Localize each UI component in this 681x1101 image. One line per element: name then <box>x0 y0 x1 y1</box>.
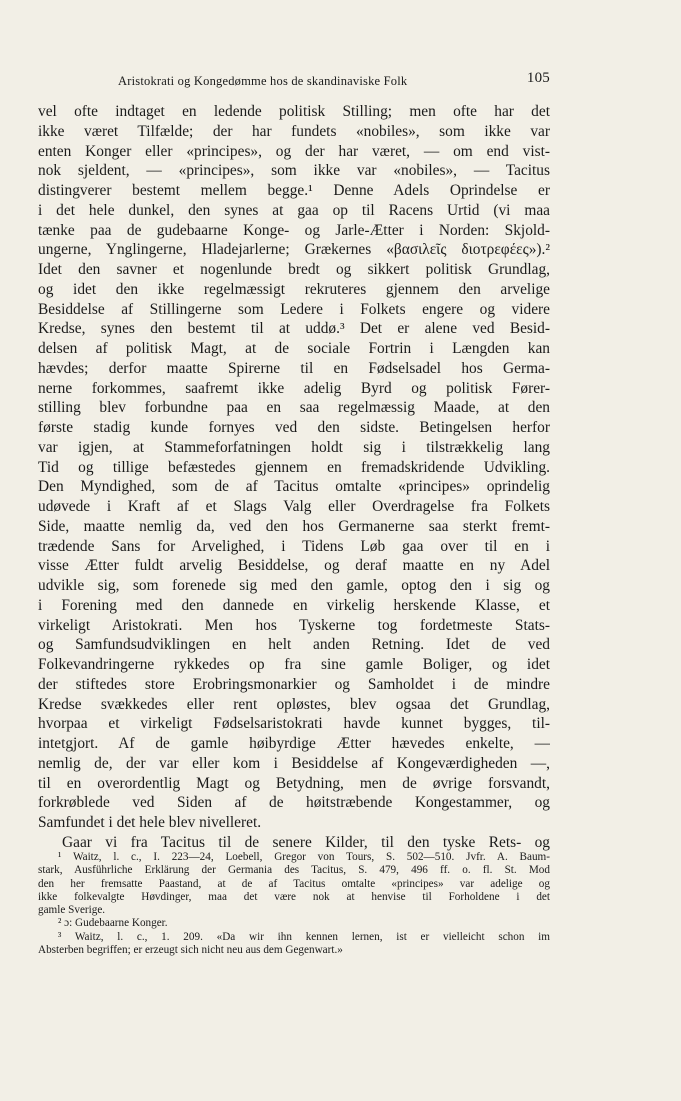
body-line: visse Ætter fuldt arvelig Besiddelse, og deraf maatte en ny Adel <box>38 557 550 575</box>
body-line: Gaar vi fra Tacitus til de senere Kilder, til den tyske Rets- og <box>62 833 550 851</box>
body-line: Samfundet i det hele blev nivelleret. <box>38 814 262 831</box>
body-line: var igjen, at Stammeforfatningen holdt sig i tilstrækkelig lang <box>38 438 550 456</box>
body-line: og idet den ikke regelmæssigt rekruteres gjennem den arvelige <box>38 280 550 298</box>
body-line: Tid og tillige befæstedes gjennem en fremadskridende Udvikling. <box>38 458 550 476</box>
body-line: vel ofte indtaget en ledende politisk Stilling; men ofte har det <box>38 103 550 120</box>
running-header <box>118 70 550 90</box>
page-number: 105 <box>526 70 550 86</box>
footnote-line: stark, Ausführliche Erklärung der Germania des Tacitus, S. 479, 496 ff. o. fl. St. Mod <box>38 864 550 877</box>
body-line: stilling blev forbundne paa en saa regelmæssig Maade, at den <box>38 399 550 417</box>
body-line: virkeligt Aristokrati. Men hos Tyskerne tog fordetmeste Stats- <box>38 616 550 634</box>
body-line: i det hele dunkel, den synes at gaa op til Racens Urtid (vi maa <box>38 201 550 219</box>
body-line: hævdes; derfor maatte Spirerne til en Fødselsadel hos Germa- <box>38 359 550 377</box>
footnote-line: ikke folkevalgte Høvdinger, maa det være nok at henvise til Forholdene i det <box>38 890 550 903</box>
body-line: i Forening med den dannede en virkelig herskende Klasse, et <box>38 596 550 614</box>
body-line: intetgjort. Af de gamle høibyrdige Ætter hævedes enkelte, — <box>38 735 550 752</box>
footnote-line: ³ Waitz, l. c., 1. 209. «Da wir ihn kennen lernen, ist er vielleicht schon im <box>58 930 550 943</box>
body-line: nerne forkommes, saafremt ikke adelig Byrd og politisk Fører- <box>38 379 550 397</box>
footnotes <box>38 851 550 957</box>
body-line: ungerne, Ynglingerne, Hladejarlerne; Grækernes «βασιλεῖς διοτρεφέες»).² <box>38 241 550 259</box>
body-line: Den Myndighed, som de af Tacitus omtalte «principes» oprindelig <box>38 478 550 496</box>
body-line: distingverer bestemt mellem begge.¹ Denne Adels Oprindelse er <box>38 182 550 199</box>
body-line: Kredse, synes den bestemt til at uddø.³ Det er alene ved Besid- <box>38 320 550 338</box>
footnote-line: ¹ Waitz, l. c., I. 223—24, Loebell, Gregor von Tours, S. 502—510. Jvfr. A. Baum- <box>58 851 550 863</box>
body-line: nok sjeldent, — «principes», som ikke var «nobiles», — Tacitus <box>38 162 550 180</box>
body-line: tænke paa de gudebaarne Konge- og Jarle-Ætter i Norden: Skjold- <box>38 221 550 239</box>
body-line: Kredse svækkedes eller rent opløstes, blev ogsaa det Grundlag, <box>38 695 550 713</box>
body-line: Side, maatte nemlig da, ved den hos Germanerne saa sterkt fremt- <box>38 517 550 535</box>
body-line: Besiddelse af Stillingerne som Ledere i Folkets engere og videre <box>38 300 550 318</box>
running-title: Aristokrati og Kongedømme hos de skandinaviske Folk <box>118 74 408 88</box>
footnote-line: den her fremsatte Paastand, at de af Tacitus omtalte «principes» var adelige og <box>38 877 550 890</box>
body-line: ikke været Tilfælde; der har fundets «nobiles», som ikke var <box>38 122 550 140</box>
body-line: og Samfundsudviklingen en helt anden Retning. Idet de ved <box>38 636 550 654</box>
footnote-line: ² ɔ: Gudebaarne Konger. <box>58 917 168 930</box>
footnote-line: gamle Sverige. <box>38 904 106 917</box>
body-line: Folkevandringerne rykkedes op fra sine gamle Boliger, og idet <box>38 656 550 673</box>
body-line: hvorpaa et virkeligt Fødselsaristokrati havde kunnet bygges, til- <box>38 715 550 733</box>
body-line: Idet den savner et nogenlunde bredt og sikkert politisk Grundlag, <box>38 261 550 278</box>
footnote-line: Absterben begriffen; er erzeugt sich nicht neu aus dem Gegenwart.» <box>38 944 343 957</box>
body-line: udvikle sig, som forenede sig med den gamle, optog den i sig og <box>38 577 550 594</box>
body-line: delsen af politisk Magt, at de sociale Fortrin i Længden kan <box>38 340 550 357</box>
body-line: første stadig kunde fornyes ved den sidste. Betingelsen herfor <box>38 419 550 436</box>
body-line: nemlig de, der var eller kom i Besiddelse af Kongeværdigheden —, <box>38 754 550 772</box>
body-line: enten Konger eller «principes», og der har været, — om end vist- <box>38 142 550 160</box>
body-line: til en overordentlig Magt og Betydning, men de øvrige forsvandt, <box>38 774 550 792</box>
body-text <box>38 102 550 853</box>
body-line: der stiftedes store Erobringsmonarkier og Samholdet i de mindre <box>38 675 550 693</box>
body-line: udøvede i Kraft af et Slags Valg eller Overdragelse fra Folkets <box>38 498 550 515</box>
body-line: forkrøblede ved Siden af de høitstræbende Kongestammer, og <box>38 794 550 812</box>
body-line: trædende Sans for Arvelighed, i Tidens Løb gaa over til en i <box>38 537 550 555</box>
